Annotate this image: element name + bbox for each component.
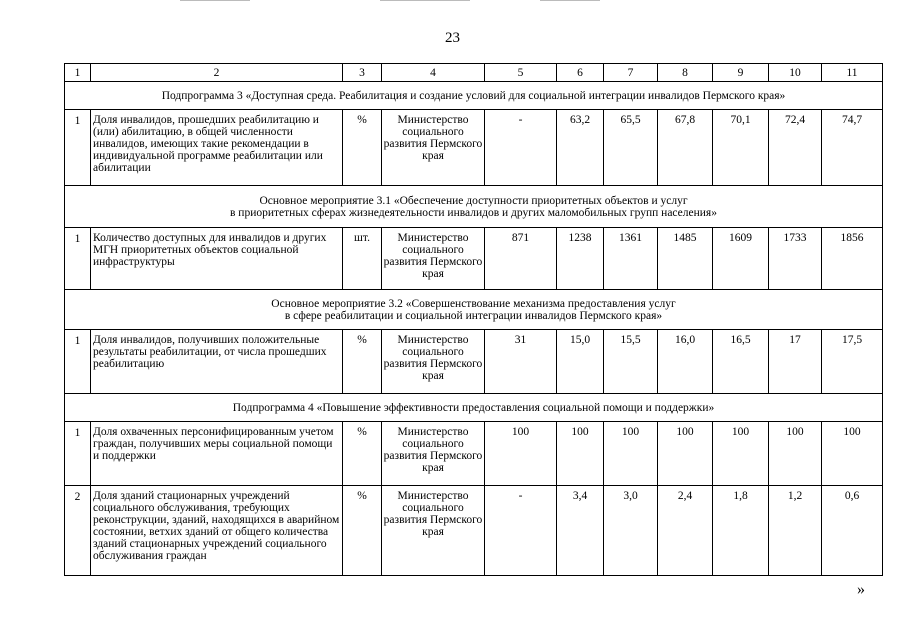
indicator-name: Доля охваченных персонифицированным учетом граждан, получивших меры социальной помощи и поддержки bbox=[91, 422, 343, 486]
table-row bbox=[65, 110, 883, 186]
value-cell: 100 bbox=[769, 422, 822, 486]
responsible-cell: Министерство социального развития Пермского края bbox=[382, 330, 485, 394]
value-cell: 100 bbox=[604, 422, 658, 486]
value-cell: 1609 bbox=[713, 228, 769, 290]
row-number: 1 bbox=[65, 330, 91, 394]
indicator-name: Доля зданий стационарных учреждений социального обслуживания, требующих реконструкции, зданий, находящихся в аварийном состоянии, ветхих зданий от общего количества зданий стационарных учреждений социального обслуживания граждан bbox=[91, 486, 343, 576]
header-cell: 5 bbox=[485, 64, 557, 82]
scan-edge-mark bbox=[180, 0, 250, 1]
table-header-row bbox=[65, 64, 883, 82]
unit-cell: % bbox=[343, 110, 382, 186]
header-cell: 10 bbox=[769, 64, 822, 82]
responsible-cell: Министерство социального развития Пермского края bbox=[382, 228, 485, 290]
value-cell: 1238 bbox=[557, 228, 604, 290]
value-cell: 15,0 bbox=[557, 330, 604, 394]
value-cell: 100 bbox=[713, 422, 769, 486]
scan-edge-mark bbox=[540, 0, 600, 1]
unit-cell: шт. bbox=[343, 228, 382, 290]
section-title-line: в сфере реабилитации и социальной интеграции инвалидов Пермского края» bbox=[284, 309, 663, 322]
responsible-cell: Министерство социального развития Пермского края bbox=[382, 486, 485, 576]
subprogram-4-title: Подпрограмма 4 «Повышение эффективности предоставления социальной помощи и поддержки» bbox=[65, 394, 883, 422]
header-cell: 6 bbox=[557, 64, 604, 82]
value-cell: 67,8 bbox=[658, 110, 713, 186]
indicators-table bbox=[64, 63, 883, 576]
responsible-cell: Министерство социального развития Пермского края bbox=[382, 422, 485, 486]
value-cell: 100 bbox=[822, 422, 883, 486]
value-cell: 3,0 bbox=[604, 486, 658, 576]
value-cell: 72,4 bbox=[769, 110, 822, 186]
indicator-name: Доля инвалидов, получивших положительные результаты реабилитации, от числа прошедших реабилитацию bbox=[91, 330, 343, 394]
closing-quote-mark: » bbox=[857, 581, 865, 598]
value-cell: 17,5 bbox=[822, 330, 883, 394]
row-number: 2 bbox=[65, 486, 91, 576]
scan-edge-mark bbox=[380, 0, 470, 1]
row-number: 1 bbox=[65, 228, 91, 290]
table-row bbox=[65, 486, 883, 576]
value-cell: 100 bbox=[485, 422, 557, 486]
section-title-line: в приоритетных сферах жизнедеятельности инвалидов и других маломобильных групп населения» bbox=[230, 206, 717, 219]
value-cell: 17 bbox=[769, 330, 822, 394]
header-cell: 8 bbox=[658, 64, 713, 82]
value-cell: 15,5 bbox=[604, 330, 658, 394]
row-number: 1 bbox=[65, 422, 91, 486]
value-cell: 100 bbox=[557, 422, 604, 486]
value-cell: 1,2 bbox=[769, 486, 822, 576]
header-cell: 1 bbox=[65, 64, 91, 82]
value-cell: 100 bbox=[658, 422, 713, 486]
page-number: 23 bbox=[445, 30, 460, 46]
value-cell: 65,5 bbox=[604, 110, 658, 186]
row-number: 1 bbox=[65, 110, 91, 186]
measure-3-1-title bbox=[65, 186, 883, 228]
value-cell: - bbox=[485, 486, 557, 576]
header-cell: 2 bbox=[91, 64, 343, 82]
unit-cell: % bbox=[343, 486, 382, 576]
value-cell: 70,1 bbox=[713, 110, 769, 186]
value-cell: 74,7 bbox=[822, 110, 883, 186]
section-title-line: Основное мероприятие 3.1 «Обеспечение доступности приоритетных объектов и услуг bbox=[259, 194, 688, 207]
header-cell: 7 bbox=[604, 64, 658, 82]
section-title-line: Основное мероприятие 3.2 «Совершенствование механизма предоставления услуг bbox=[271, 297, 676, 310]
section-row bbox=[65, 394, 883, 422]
indicator-name: Доля инвалидов, прошедших реабилитацию и (или) абилитацию, в общей численности инвалидов, имеющих такие рекомендации в индивидуальной программе реабилитации или абилитации bbox=[91, 110, 343, 186]
value-cell: 871 bbox=[485, 228, 557, 290]
unit-cell: % bbox=[343, 422, 382, 486]
value-cell: 0,6 bbox=[822, 486, 883, 576]
table-row bbox=[65, 228, 883, 290]
value-cell: 63,2 bbox=[557, 110, 604, 186]
value-cell: 16,5 bbox=[713, 330, 769, 394]
section-row bbox=[65, 186, 883, 228]
value-cell: 1485 bbox=[658, 228, 713, 290]
header-cell: 9 bbox=[713, 64, 769, 82]
header-cell: 4 bbox=[382, 64, 485, 82]
value-cell: 31 bbox=[485, 330, 557, 394]
value-cell: 1856 bbox=[822, 228, 883, 290]
value-cell: 16,0 bbox=[658, 330, 713, 394]
responsible-cell: Министерство социального развития Пермского края bbox=[382, 110, 485, 186]
section-row bbox=[65, 82, 883, 110]
subprogram-3-title: Подпрограмма 3 «Доступная среда. Реабилитация и создание условий для социальной интеграции инвалидов Пермского края» bbox=[65, 82, 883, 110]
header-cell: 3 bbox=[343, 64, 382, 82]
indicator-name: Количество доступных для инвалидов и других МГН приоритетных объектов социальной инфраструктуры bbox=[91, 228, 343, 290]
value-cell: 3,4 bbox=[557, 486, 604, 576]
value-cell: 2,4 bbox=[658, 486, 713, 576]
unit-cell: % bbox=[343, 330, 382, 394]
value-cell: 1733 bbox=[769, 228, 822, 290]
table-row bbox=[65, 330, 883, 394]
value-cell: - bbox=[485, 110, 557, 186]
measure-3-2-title bbox=[65, 290, 883, 330]
header-cell: 11 bbox=[822, 64, 883, 82]
table-row bbox=[65, 422, 883, 486]
value-cell: 1361 bbox=[604, 228, 658, 290]
value-cell: 1,8 bbox=[713, 486, 769, 576]
section-row bbox=[65, 290, 883, 330]
